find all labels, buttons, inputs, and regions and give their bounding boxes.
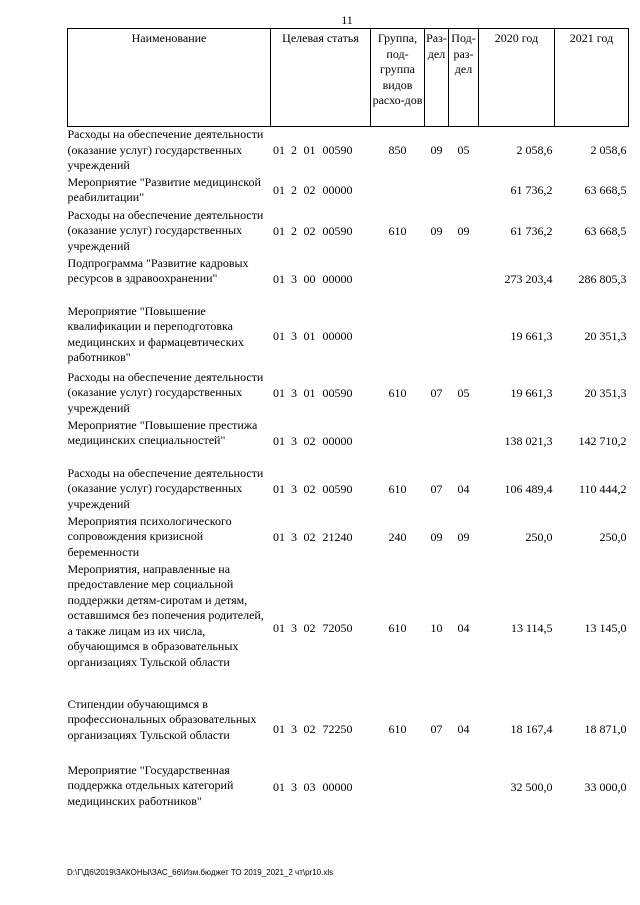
subprogram-code: 2 bbox=[291, 183, 297, 198]
event-code: 01 bbox=[303, 143, 316, 157]
row-subsection: 05 bbox=[457, 143, 470, 157]
subprogram-code: 3 bbox=[291, 481, 297, 496]
row-value-2020: 106 489,4 bbox=[504, 481, 553, 496]
event-code: 02 bbox=[303, 621, 316, 636]
event-code: 02 bbox=[303, 433, 316, 448]
event-code: 02 bbox=[303, 183, 316, 198]
row-name: Расходы на обеспечение деятельности (оказание услуг) государственных учреждений bbox=[67, 207, 264, 253]
header-2021: 2021 год bbox=[555, 29, 629, 127]
row-section bbox=[425, 763, 449, 813]
subprogram-code: 2 bbox=[291, 223, 297, 238]
row-subsection: 04 bbox=[457, 621, 470, 636]
header-name: Наименование bbox=[68, 29, 271, 127]
direction-code: 00590 bbox=[322, 143, 353, 157]
row-value-2021: 63 668,5 bbox=[584, 183, 627, 198]
event-code: 02 bbox=[303, 721, 316, 736]
event-code: 01 bbox=[303, 385, 316, 400]
row-section bbox=[425, 304, 449, 370]
target-article bbox=[271, 466, 371, 514]
target-article bbox=[271, 175, 371, 208]
row-name: Подпрограмма "Развитие кадровых ресурсов в здравоохранении" bbox=[67, 255, 249, 285]
table-row bbox=[68, 208, 629, 256]
row-value-2021: 18 871,0 bbox=[584, 721, 627, 736]
direction-code: 00000 bbox=[322, 183, 353, 198]
program-code: 01 bbox=[273, 529, 285, 544]
row-group bbox=[371, 763, 425, 813]
header-group: Группа, под-группа видов расхо-дов bbox=[371, 29, 425, 127]
row-name: Мероприятие "Повышение квалификации и переподготовка медицинских и фармацевтических работников" bbox=[67, 303, 244, 364]
table-row bbox=[68, 175, 629, 208]
page-number: 11 bbox=[341, 13, 353, 27]
row-subsection bbox=[449, 256, 479, 304]
table-row bbox=[68, 418, 629, 466]
subprogram-code: 3 bbox=[291, 779, 297, 794]
subprogram-code: 2 bbox=[291, 143, 297, 157]
row-subsection bbox=[449, 763, 479, 813]
subprogram-code: 3 bbox=[291, 621, 297, 636]
table-row bbox=[68, 763, 629, 813]
row-group: 610 bbox=[388, 621, 407, 636]
row-value-2020: 273 203,4 bbox=[504, 271, 553, 286]
row-value-2020: 2 058,6 bbox=[516, 143, 553, 157]
table-row bbox=[68, 304, 629, 370]
row-value-2021: 20 351,3 bbox=[584, 328, 627, 343]
row-value-2020: 18 167,4 bbox=[510, 721, 553, 736]
header-section: Раз-дел bbox=[425, 29, 449, 127]
row-section bbox=[425, 256, 449, 304]
program-code: 01 bbox=[273, 779, 285, 794]
row-subsection: 09 bbox=[457, 529, 470, 544]
row-name: Расходы на обеспечение деятельности (оказание услуг) государственных учреждений bbox=[67, 127, 264, 172]
subprogram-code: 3 bbox=[291, 385, 297, 400]
row-group: 610 bbox=[388, 385, 407, 400]
row-value-2021: 63 668,5 bbox=[584, 223, 627, 238]
row-value-2021: 250,0 bbox=[599, 529, 627, 544]
budget-table bbox=[67, 28, 629, 813]
program-code: 01 bbox=[273, 433, 285, 448]
row-value-2020: 250,0 bbox=[525, 529, 553, 544]
row-value-2021: 13 145,0 bbox=[584, 621, 627, 636]
row-value-2020: 32 500,0 bbox=[510, 779, 553, 794]
program-code: 01 bbox=[273, 143, 285, 157]
program-code: 01 bbox=[273, 223, 285, 238]
header-subsection: Под-раз-дел bbox=[449, 29, 479, 127]
row-name: Расходы на обеспечение деятельности (оказание услуг) государственных учреждений bbox=[67, 465, 264, 511]
row-section bbox=[425, 175, 449, 208]
row-subsection bbox=[449, 418, 479, 466]
program-code: 01 bbox=[273, 721, 285, 736]
program-code: 01 bbox=[273, 385, 285, 400]
event-code: 02 bbox=[303, 223, 316, 238]
program-code: 01 bbox=[273, 481, 285, 496]
table-row bbox=[68, 466, 629, 514]
row-subsection: 09 bbox=[457, 223, 470, 238]
row-value-2021: 110 444,2 bbox=[578, 481, 627, 496]
event-code: 02 bbox=[303, 481, 316, 496]
row-group: 850 bbox=[388, 143, 407, 157]
target-article bbox=[271, 127, 371, 175]
direction-code: 72050 bbox=[322, 621, 353, 636]
direction-code: 72250 bbox=[322, 721, 353, 736]
row-value-2020: 138 021,3 bbox=[504, 433, 553, 448]
row-name: Мероприятия, направленные на предоставление мер социальной поддержки детям-сиротам и детям, оставшимся без попечения родителей, а также лицам из их числа, обучающимся в образовательных организациях Тульской области bbox=[67, 561, 264, 669]
program-code: 01 bbox=[273, 183, 285, 198]
row-name: Мероприятие "Государственная поддержка отдельных категорий медицинских работников" bbox=[67, 762, 234, 808]
row-section: 09 bbox=[430, 143, 443, 157]
target-article bbox=[271, 418, 371, 466]
target-article bbox=[271, 697, 371, 763]
direction-code: 00590 bbox=[322, 385, 353, 400]
row-section: 07 bbox=[430, 385, 443, 400]
row-section: 09 bbox=[430, 529, 443, 544]
table-row bbox=[68, 514, 629, 562]
table-row bbox=[68, 697, 629, 763]
table-body bbox=[68, 127, 629, 813]
row-value-2021: 20 351,3 bbox=[584, 385, 627, 400]
event-code: 02 bbox=[303, 529, 316, 544]
header-row bbox=[68, 29, 629, 127]
table-row bbox=[68, 562, 629, 697]
program-code: 01 bbox=[273, 271, 285, 286]
target-article bbox=[271, 370, 371, 418]
table-row bbox=[68, 256, 629, 304]
row-section: 09 bbox=[430, 223, 443, 238]
row-name: Мероприятия психологического сопровождения кризисной беременности bbox=[67, 513, 232, 559]
target-article bbox=[271, 208, 371, 256]
header-target: Целевая статья bbox=[271, 29, 371, 127]
row-subsection bbox=[449, 175, 479, 208]
subprogram-code: 3 bbox=[291, 271, 297, 286]
direction-code: 00000 bbox=[322, 328, 353, 343]
table-row bbox=[68, 370, 629, 418]
row-section: 07 bbox=[430, 721, 443, 736]
row-value-2021: 142 710,2 bbox=[578, 433, 627, 448]
row-subsection: 04 bbox=[457, 481, 470, 496]
row-value-2020: 61 736,2 bbox=[510, 223, 553, 238]
row-section bbox=[425, 418, 449, 466]
target-article bbox=[271, 304, 371, 370]
row-value-2020: 13 114,5 bbox=[510, 621, 553, 636]
row-subsection: 05 bbox=[457, 385, 470, 400]
row-subsection bbox=[449, 304, 479, 370]
direction-code: 21240 bbox=[322, 529, 353, 544]
program-code: 01 bbox=[273, 621, 285, 636]
row-group: 610 bbox=[388, 481, 407, 496]
row-value-2021: 286 805,3 bbox=[578, 271, 627, 286]
row-group: 240 bbox=[388, 529, 407, 544]
direction-code: 00000 bbox=[322, 779, 353, 794]
target-article bbox=[271, 256, 371, 304]
direction-code: 00590 bbox=[322, 481, 353, 496]
row-value-2020: 61 736,2 bbox=[510, 183, 553, 198]
row-value-2021: 2 058,6 bbox=[590, 143, 627, 157]
row-section: 10 bbox=[430, 621, 443, 636]
row-value-2020: 19 661,3 bbox=[510, 385, 553, 400]
direction-code: 00590 bbox=[322, 223, 353, 238]
footer-file-path: D:\Г\Д6\2019\ЗАКОНЫ\ЗАС_66\Изм.бюджет ТО 2019_2021_2 чт\pr10.xls bbox=[67, 868, 334, 877]
row-value-2021: 33 000,0 bbox=[584, 779, 627, 794]
header-2020: 2020 год bbox=[479, 29, 555, 127]
direction-code: 00000 bbox=[322, 271, 353, 286]
program-code: 01 bbox=[273, 328, 285, 343]
row-group: 610 bbox=[388, 721, 407, 736]
subprogram-code: 3 bbox=[291, 721, 297, 736]
target-article bbox=[271, 562, 371, 697]
target-article bbox=[271, 763, 371, 813]
subprogram-code: 3 bbox=[291, 328, 297, 343]
target-article bbox=[271, 514, 371, 562]
event-code: 00 bbox=[303, 271, 316, 286]
event-code: 03 bbox=[303, 779, 316, 794]
direction-code: 00000 bbox=[322, 433, 353, 448]
row-group bbox=[371, 304, 425, 370]
row-group bbox=[371, 175, 425, 208]
row-group bbox=[371, 418, 425, 466]
row-name: Стипендии обучающимся в профессиональных образовательных организациях Тульской области bbox=[67, 696, 257, 742]
row-subsection: 04 bbox=[457, 721, 470, 736]
row-section: 07 bbox=[430, 481, 443, 496]
row-name: Мероприятие "Повышение престижа медицинских специальностей" bbox=[67, 417, 258, 447]
row-name: Расходы на обеспечение деятельности (оказание услуг) государственных учреждений bbox=[67, 369, 264, 415]
table-row bbox=[68, 127, 629, 175]
row-group: 610 bbox=[388, 223, 407, 238]
row-value-2020: 19 661,3 bbox=[510, 328, 553, 343]
row-name: Мероприятие "Развитие медицинской реабилитации" bbox=[67, 174, 261, 204]
subprogram-code: 3 bbox=[291, 529, 297, 544]
row-group bbox=[371, 256, 425, 304]
event-code: 01 bbox=[303, 328, 316, 343]
subprogram-code: 3 bbox=[291, 433, 297, 448]
